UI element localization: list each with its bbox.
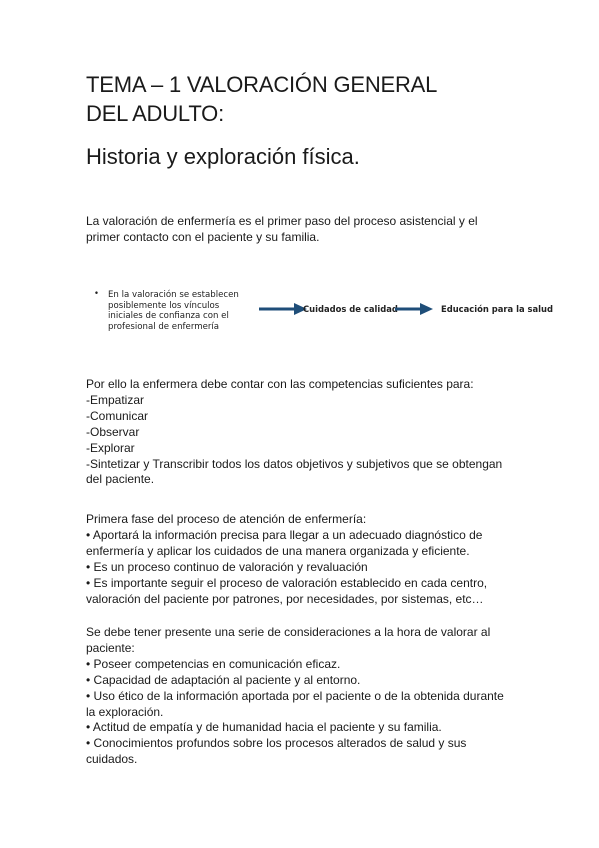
list-item: -Observar	[86, 424, 140, 439]
section-heading: Se debe tener presente una serie de consideraciones a la hora de valorar al	[86, 625, 491, 639]
text-line: primer contacto con el paciente y su familia.	[86, 229, 320, 244]
diagram-step-quality-care: Cuidados de calidad	[303, 304, 398, 314]
list-item: -Explorar	[86, 440, 135, 455]
list-item: • Poseer competencias en comunicación eficaz.	[86, 656, 341, 671]
list-item: -Sintetizar y Transcribir todos los datos objetivos y subjetivos que se obtengan	[86, 456, 503, 471]
intro-paragraph	[86, 214, 478, 246]
list-item: • Es importante seguir el proceso de valoración establecido en cada centro,	[86, 575, 488, 590]
process-diagram	[90, 288, 554, 344]
text-line: paciente:	[86, 640, 135, 655]
title-line-2: DEL ADULTO:	[86, 101, 224, 126]
diagram-bullet: •	[94, 288, 99, 298]
text-line: enfermería y aplicar los cuidados de una manera organizada y eficiente.	[86, 543, 470, 558]
text-line: iniciales de confianza con el	[108, 311, 229, 321]
text-line: La valoración de enfermería es el primer paso del proceso asistencial y el	[86, 214, 478, 228]
text-line: valoración del paciente por patrones, por necesidades, por sistemas, etc…	[86, 591, 484, 606]
arrow-right-icon	[258, 302, 308, 316]
text-line: En la valoración se establecen	[108, 290, 239, 300]
list-item: • Uso ético de la información aportada por el paciente o de la obtenida durante	[86, 688, 504, 703]
considerations-section	[86, 625, 504, 768]
text-line: profesional de enfermería	[108, 321, 220, 332]
text-line: la exploración.	[86, 704, 164, 719]
text-line: del paciente.	[86, 472, 155, 487]
text-line: posiblemente los vínculos	[108, 300, 220, 311]
diagram-step-health-education: Educación para la salud	[441, 304, 554, 314]
first-phase-section	[86, 512, 487, 607]
page-subtitle: Historia y exploración física.	[86, 144, 360, 169]
diagram-bullet-text	[108, 290, 258, 332]
text-line: Por ello la enfermera debe contar con las competencias suficientes para:	[86, 377, 474, 391]
arrow-right-icon	[394, 302, 434, 316]
title-line-1: TEMA – 1 VALORACIÓN GENERAL	[86, 72, 438, 97]
list-item: • Aportará la información precisa para llegar a un adecuado diagnóstico de	[86, 527, 483, 542]
section-heading: Primera fase del proceso de atención de enfermería:	[86, 512, 367, 526]
list-item: • Conocimientos profundos sobre los procesos alterados de salud y sus	[86, 736, 467, 751]
list-item: • Es un proceso continuo de valoración y revaluación	[86, 559, 368, 574]
list-item: -Empatizar	[86, 392, 145, 407]
list-item: -Comunicar	[86, 408, 149, 423]
page-title	[86, 70, 437, 128]
text-line: cuidados.	[86, 752, 138, 767]
competencies-list	[86, 377, 502, 488]
list-item: • Capacidad de adaptación al paciente y al entorno.	[86, 672, 361, 687]
list-item: • Actitud de empatía y de humanidad hacia el paciente y su familia.	[86, 720, 442, 735]
